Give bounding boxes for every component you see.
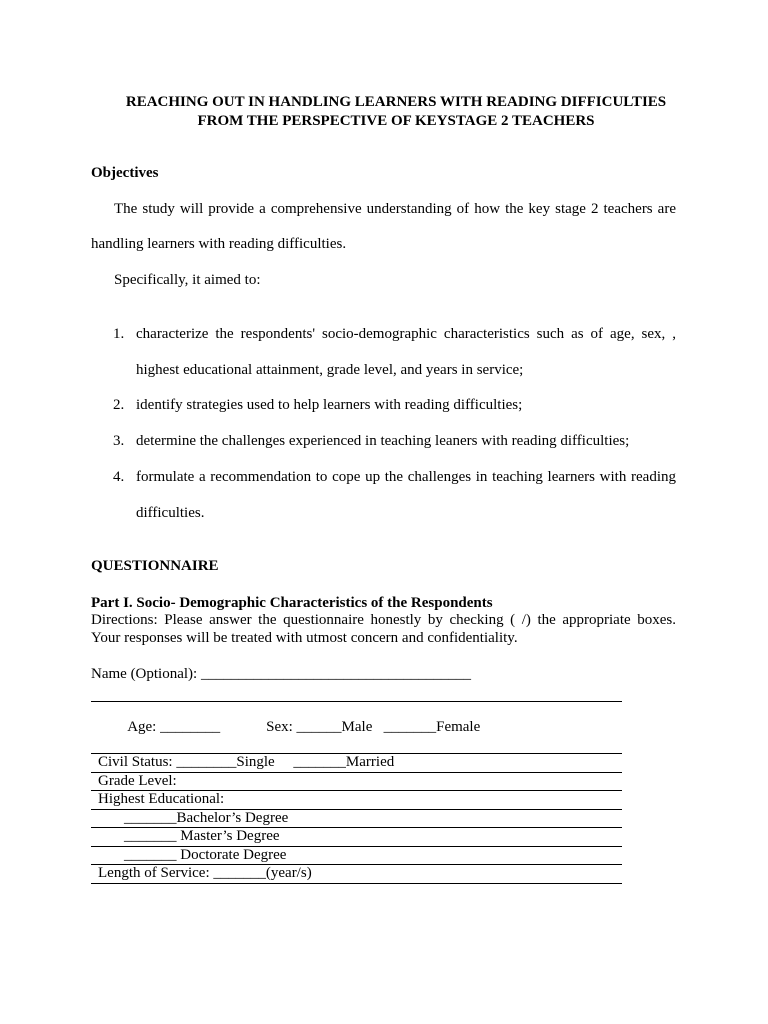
age-field: Age: ________ <box>127 719 221 735</box>
objective-item-3-line1: determine the challenges experienced in teaching leaners with reading difficulties; <box>136 433 630 449</box>
masters-degree-option: _______ Master’s Degree <box>91 828 622 847</box>
directions-line1: Directions: Please answer the questionnaire honestly by checking ( /) the appropriate boxes. <box>91 612 676 628</box>
objective-item-4-line1: formulate a recommendation to cope up the challenges in teaching learners with reading <box>136 469 676 485</box>
bachelors-degree-option: _______Bachelor’s Degree <box>91 809 622 828</box>
part1-title: Part I. Socio- Demographic Characteristics of the Respondents <box>91 595 493 611</box>
table-row <box>91 846 622 865</box>
objectives-intro-line2: handling learners with reading difficulties. <box>91 236 347 252</box>
objectives-intro-line1: The study will provide a comprehensive understanding of how the key stage 2 teachers are <box>114 201 676 217</box>
table-row <box>91 791 622 810</box>
civil-status-field: Civil Status: ________Single _______Married <box>91 754 622 773</box>
objective-item-4-line2: difficulties. <box>136 505 205 521</box>
objective-number-4: 4. <box>113 469 125 485</box>
objective-number-2: 2. <box>113 397 125 413</box>
sex-field: Sex: ______Male _______Female <box>266 719 481 735</box>
highest-educational-label: Highest Educational: <box>91 791 622 810</box>
document-title-line1: REACHING OUT IN HANDLING LEARNERS WITH READING DIFFICULTIES <box>125 94 667 110</box>
doctorate-degree-option: _______ Doctorate Degree <box>91 846 622 865</box>
questionnaire-heading: QUESTIONNAIRE <box>91 558 219 574</box>
grade-level-field: Grade Level: <box>91 772 622 791</box>
objective-number-3: 3. <box>113 433 125 449</box>
table-row <box>91 754 622 773</box>
directions-line2: Your responses will be treated with utmost concern and confidentiality. <box>91 630 518 646</box>
table-row <box>91 828 622 847</box>
table-row <box>91 702 622 754</box>
name-optional-field: Name (Optional): ____________________________________ <box>91 666 471 682</box>
objectives-specifically: Specifically, it aimed to: <box>114 272 261 288</box>
table-row <box>91 865 622 884</box>
demographic-table <box>91 701 622 884</box>
objectives-heading: Objectives <box>91 165 159 181</box>
table-row <box>91 809 622 828</box>
objective-number-1: 1. <box>113 326 125 342</box>
length-of-service-field: Length of Service: _______(year/s) <box>91 865 622 884</box>
objective-item-1-line2: highest educational attainment, grade level, and years in service; <box>136 362 524 378</box>
table-row <box>91 772 622 791</box>
document-title-line2: FROM THE PERSPECTIVE OF KEYSTAGE 2 TEACHERS <box>197 113 595 129</box>
objective-item-1-line1: characterize the respondents' socio-demographic characteristics such as of age, sex, , <box>136 326 676 342</box>
objective-item-2-line1: identify strategies used to help learners with reading difficulties; <box>136 397 523 413</box>
